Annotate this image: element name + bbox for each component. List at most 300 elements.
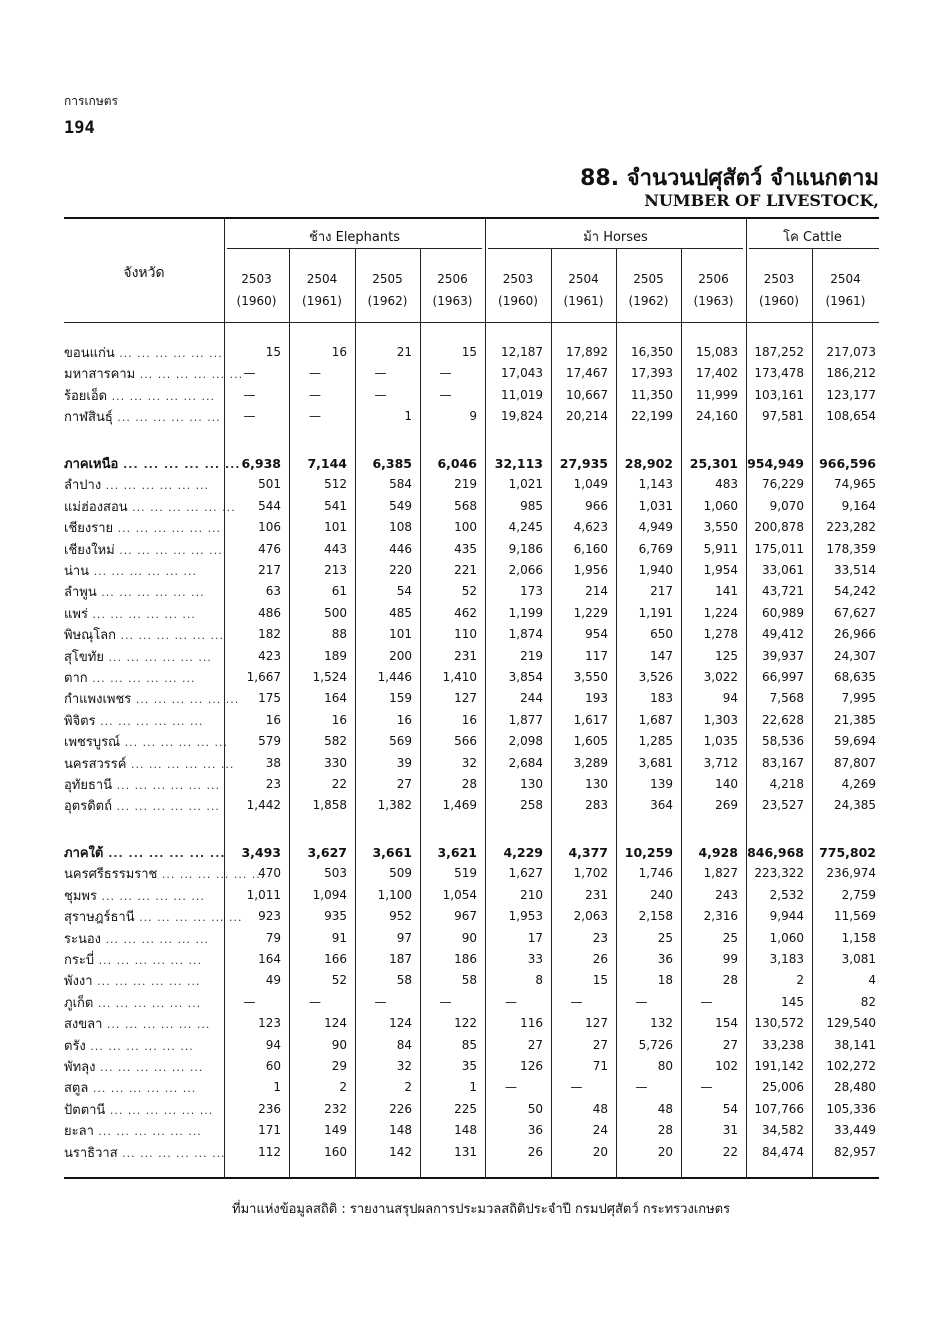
table-cell: 58: [396, 973, 412, 988]
leader-dots: ... ... ... ... ... ...: [131, 693, 240, 707]
table-cell: 1,442: [246, 798, 281, 813]
table-cell: 32,113: [494, 456, 543, 471]
table-cell: 88: [331, 627, 347, 642]
table-cell: 566: [454, 734, 477, 749]
leader-dots: ... ... ... ... ... ...: [126, 757, 235, 771]
table-cell: 1,617: [573, 712, 608, 727]
leader-dots: ... ... ... ... ... ...: [112, 800, 220, 814]
table-cell: 3,712: [703, 755, 738, 770]
table-cell: 24,385: [834, 798, 876, 813]
table-cell: 9: [469, 409, 477, 424]
table-cell: 38,141: [834, 1037, 876, 1052]
table-cell: 23: [592, 930, 608, 945]
table-cell: 10,259: [624, 845, 673, 860]
table-row: [64, 710, 879, 731]
province-name: [64, 1013, 224, 1034]
table-row: [64, 928, 879, 949]
province-label: กำแพงเพชร: [64, 692, 132, 708]
table-cell: 9,164: [841, 498, 876, 513]
table-cell: 2,098: [508, 734, 543, 749]
province-label: พิษณุโลก: [64, 628, 117, 644]
table-cell: 1,229: [573, 605, 608, 620]
province-name: [64, 539, 224, 560]
table-cell: 54: [396, 584, 412, 599]
table-cell: 1,021: [508, 477, 543, 492]
table-cell: 68,635: [834, 670, 876, 684]
table-cell: 210: [520, 887, 543, 902]
table-row: [64, 795, 879, 816]
table-cell: 54,242: [834, 584, 876, 599]
table-cell: 500: [324, 605, 347, 620]
table-title-thai: 88. จำนวนปศุสัตว์ จำแนกตาม: [580, 166, 879, 191]
table-row: [64, 731, 879, 752]
province-label: ขอนแก่น: [64, 346, 115, 361]
table-cell: 16,350: [631, 345, 673, 359]
table-cell: 63: [265, 584, 281, 599]
table-cell: 1,940: [638, 563, 673, 577]
table-cell: 223,282: [826, 520, 876, 535]
province-name: [64, 581, 224, 602]
table-cell: 232: [324, 1101, 347, 1116]
province-name: [64, 517, 224, 538]
table-cell: 1,877: [508, 712, 543, 727]
province-name: [64, 342, 224, 363]
table-row: [64, 603, 879, 624]
table-cell: 1,049: [573, 477, 608, 492]
province-name: [64, 863, 266, 884]
table-cell: 36: [527, 1123, 543, 1138]
table-cell: 483: [715, 477, 738, 492]
table-cell: 25: [657, 930, 673, 945]
table-cell: 171: [258, 1123, 281, 1138]
province-label: นราธิวาส: [64, 1145, 118, 1161]
table-cell: 485: [389, 605, 412, 620]
leader-dots: ... ... ... ... ... ...: [94, 954, 203, 967]
table-cell: 1,060: [703, 498, 738, 513]
group-header: ช้าง Elephants: [309, 230, 400, 245]
table-cell: 108,654: [826, 409, 876, 424]
province-label: ร้อยเอ็ด: [64, 388, 108, 404]
table-cell: 27: [396, 777, 412, 791]
table-cell: 1,224: [703, 605, 738, 620]
table-cell: 1,035: [703, 734, 738, 749]
table-cell: 27: [527, 1037, 543, 1052]
table-cell: 52: [331, 973, 347, 988]
year-ce: (1962): [367, 294, 408, 308]
table-cell: 35: [461, 1059, 477, 1073]
table-cell: 476: [258, 541, 281, 556]
table-cell: 11,350: [631, 387, 673, 402]
table-cell: 217: [258, 563, 281, 577]
year-ce: (1962): [628, 294, 669, 308]
table-row: [64, 906, 879, 927]
province-name: [64, 928, 224, 949]
table-row: [64, 842, 879, 863]
table-cell: 102,272: [826, 1059, 876, 1073]
table-cell: 1,011: [246, 887, 281, 902]
table-cell: 58: [461, 973, 477, 988]
province-label: ปัตตานี: [64, 1102, 106, 1118]
table-cell: 1,303: [703, 712, 738, 727]
table-cell: 220: [389, 563, 412, 577]
table-cell: 244: [520, 691, 543, 706]
group-underline: [749, 248, 879, 249]
table-cell: 1,094: [312, 887, 347, 902]
table-cell: 60,989: [762, 605, 804, 620]
table-cell: 7,995: [841, 691, 876, 706]
province-label: ภาคเหนือ: [64, 457, 119, 472]
year-ce: (1963): [432, 294, 473, 308]
table-cell: 541: [324, 498, 347, 513]
province-label: เพชรบูรณ์: [64, 735, 121, 751]
table-cell: —: [309, 387, 321, 402]
table-cell: 26: [592, 952, 608, 966]
table-cell: 50: [527, 1101, 543, 1116]
province-label: แม่ฮ่องสอน: [64, 499, 128, 515]
year-be: 2504: [830, 272, 861, 286]
province-name: [64, 949, 224, 970]
province-label: น่าน: [64, 564, 90, 579]
province-label: กระบี่: [64, 953, 95, 968]
table-cell: 4,949: [638, 520, 673, 535]
table-cell: 82: [860, 994, 876, 1009]
table-cell: 582: [324, 734, 347, 749]
table-cell: 17,467: [566, 366, 608, 381]
table-row: [64, 863, 879, 884]
table-cell: 106: [258, 520, 281, 535]
table-cell: —: [439, 994, 452, 1009]
table-cell: 116: [520, 1016, 543, 1031]
table-cell: 54: [722, 1101, 738, 1116]
table-cell: 1,382: [377, 798, 412, 813]
table-cell: 236: [258, 1101, 281, 1116]
table-cell: 102: [715, 1059, 738, 1073]
table-cell: 82,957: [834, 1144, 876, 1159]
table-cell: 3,681: [638, 755, 673, 770]
table-row: [64, 1142, 879, 1163]
table-cell: 213: [324, 563, 347, 577]
province-name: [64, 560, 224, 581]
province-label: กาฬสินธุ์: [64, 410, 113, 426]
table-cell: 186: [454, 952, 477, 966]
table-row: [64, 496, 879, 517]
leader-dots: ... ... ... ... ... ...: [120, 736, 229, 750]
table-cell: 8: [535, 973, 543, 988]
table-cell: 17,402: [696, 366, 738, 381]
section-header: การเกษตร: [64, 94, 118, 108]
year-ce: (1961): [563, 294, 604, 308]
year-header: [551, 268, 616, 312]
table-cell: 650: [650, 627, 673, 642]
table-cell: 236,974: [826, 866, 876, 881]
province-label: เชียงใหม่: [64, 542, 115, 558]
table-cell: 124: [324, 1016, 347, 1031]
table-cell: 954,949: [747, 456, 804, 471]
table-cell: 1,874: [508, 627, 543, 642]
table-cell: 2,532: [769, 887, 804, 902]
province-label: นครสวรรค์: [64, 756, 127, 772]
province-name: [64, 842, 224, 863]
table-row: [64, 688, 879, 709]
table-cell: —: [439, 387, 452, 402]
table-cell: 129,540: [826, 1016, 876, 1031]
year-be: 2503: [502, 272, 534, 286]
table-cell: 16: [331, 345, 347, 359]
table-cell: 123: [258, 1016, 281, 1031]
table-cell: 12,187: [501, 345, 543, 359]
table-cell: 141: [715, 584, 738, 599]
table-cell: —: [309, 366, 321, 381]
table-cell: 1,278: [703, 627, 738, 642]
table-cell: 443: [324, 541, 347, 556]
table-cell: 186,212: [826, 366, 876, 381]
leader-dots: ... ... ... ... ... ...: [114, 347, 223, 360]
table-cell: —: [243, 387, 256, 402]
table-cell: 5,911: [703, 541, 738, 556]
year-header: [420, 268, 485, 312]
province-name: [64, 992, 224, 1013]
table-cell: 1: [273, 1080, 281, 1095]
table-cell: —: [635, 994, 648, 1009]
table-cell: 182: [258, 627, 281, 642]
table-cell: 269: [715, 798, 738, 813]
table-cell: 145: [781, 994, 804, 1009]
leader-dots: ... ... ... ... ... ...: [116, 629, 224, 643]
table-cell: 1,446: [377, 670, 412, 684]
table-cell: 97: [396, 930, 412, 945]
table-cell: —: [700, 994, 713, 1009]
province-label: ตาก: [64, 671, 88, 686]
table-row: [64, 385, 879, 406]
province-label: เชียงราย: [64, 521, 114, 537]
year-be: 2505: [372, 272, 403, 286]
table-cell: 3,661: [372, 845, 412, 860]
table-cell: 187,252: [754, 345, 804, 359]
province-name: [64, 406, 224, 427]
table-cell: 470: [258, 866, 281, 881]
table-cell: 462: [454, 605, 477, 620]
table-cell: 159: [389, 691, 412, 706]
table-cell: 58,536: [762, 734, 804, 749]
table-cell: 38: [265, 755, 281, 770]
year-be: 2504: [568, 272, 599, 286]
leader-dots: ... ... ... ... ... ...: [101, 479, 210, 493]
table-cell: 76,229: [762, 477, 804, 492]
leader-dots: ... ... ... ... ... ...: [102, 1018, 211, 1032]
table-cell: 1,954: [703, 563, 738, 577]
table-cell: 243: [715, 887, 738, 902]
table-cell: 11,019: [501, 387, 543, 402]
table-cell: —: [505, 1080, 517, 1095]
table-cell: 36: [657, 952, 673, 966]
table-cell: 173: [520, 584, 543, 599]
province-label: พิจิตร: [64, 713, 96, 729]
table-cell: 2,066: [508, 563, 543, 577]
table-cell: 112: [258, 1144, 281, 1159]
province-name: [64, 474, 224, 495]
year-header: [485, 268, 551, 312]
table-cell: 17,393: [631, 366, 673, 381]
table-cell: 117: [585, 648, 608, 663]
province-label: นครศรีธรรมราช: [64, 867, 158, 883]
table-cell: 3,289: [573, 755, 608, 770]
table-cell: 9,944: [769, 909, 804, 924]
province-name: [64, 688, 240, 709]
table-cell: 49,412: [762, 627, 804, 642]
table-cell: 59,694: [834, 734, 876, 749]
table-row: [64, 406, 879, 427]
table-cell: 25,006: [762, 1080, 804, 1095]
table-cell: 1,687: [638, 712, 673, 727]
province-label: พัทลุง: [64, 1060, 96, 1075]
table-cell: 1: [404, 409, 412, 424]
table-cell: 25: [722, 930, 738, 945]
table-cell: 91: [331, 930, 347, 945]
year-be: 2506: [437, 272, 468, 286]
table-cell: 330: [324, 755, 347, 770]
table-cell: —: [374, 387, 387, 402]
table-row: [64, 1099, 879, 1120]
table-cell: 1,956: [573, 563, 608, 577]
table-cell: 148: [389, 1123, 412, 1138]
table-cell: 240: [650, 887, 673, 902]
province-name: [64, 795, 224, 816]
year-be: 2506: [698, 272, 729, 286]
leader-dots: ... ... ... ... ... ...: [96, 889, 205, 903]
table-cell: 15: [265, 345, 281, 359]
table-cell: 1,031: [638, 498, 673, 513]
province-name: [64, 1077, 224, 1098]
table-cell: 130: [520, 777, 543, 791]
province-name: [64, 1035, 224, 1056]
table-cell: 22: [331, 777, 347, 791]
table-cell: 19,824: [501, 409, 543, 424]
province-label: ภูเก็ต: [64, 995, 94, 1011]
table-cell: 846,968: [747, 845, 804, 860]
leader-dots: ... ... ... ... ... ...: [112, 411, 221, 425]
table-cell: 84,474: [762, 1144, 804, 1159]
leader-dots: ... ... ... ... ... ...: [118, 458, 241, 471]
table-cell: 94: [722, 691, 738, 706]
table-cell: 1,746: [638, 866, 673, 881]
province-label: สุราษฎร์ธานี: [64, 910, 135, 926]
table-cell: 20: [592, 1144, 608, 1159]
year-ce: (1961): [302, 294, 342, 308]
leader-dots: ... ... ... ... ... ...: [89, 565, 197, 578]
table-cell: 3,550: [703, 520, 738, 535]
year-be: 2503: [241, 272, 272, 286]
leader-dots: ... ... ... ... ... ...: [114, 543, 223, 557]
table-cell: 1,667: [246, 670, 281, 684]
table-cell: 28: [461, 777, 477, 791]
province-label: แพร่: [64, 606, 88, 622]
table-cell: 127: [454, 691, 477, 706]
table-cell: 1,627: [508, 866, 543, 881]
table-cell: 226: [389, 1101, 412, 1116]
province-column-header: จังหวัด: [123, 265, 165, 281]
year-header: [812, 268, 879, 312]
province-name: [64, 1056, 224, 1077]
leader-dots: ... ... ... ... ... ...: [85, 1039, 194, 1053]
table-cell: 39: [396, 755, 412, 770]
table-cell: 231: [454, 648, 477, 663]
province-name: [64, 710, 224, 731]
table-cell: 4,218: [769, 777, 804, 791]
table-cell: 97,581: [762, 409, 804, 424]
leader-dots: ... ... ... ... ... ...: [87, 607, 196, 621]
table-row: [64, 517, 879, 538]
table-row: [64, 581, 879, 602]
leader-dots: ... ... ... ... ... ...: [105, 1103, 214, 1117]
province-label: อุทัยธานี: [64, 778, 113, 793]
table-row: [64, 363, 879, 384]
province-label: สุโขทัย: [64, 649, 104, 665]
province-label: ลำพูน: [64, 585, 97, 601]
table-cell: 1,054: [442, 887, 477, 902]
table-cell: 28,480: [834, 1080, 876, 1095]
table-cell: 90: [331, 1037, 347, 1052]
table-cell: 1,827: [703, 866, 738, 881]
table-cell: 200,878: [754, 520, 804, 535]
table-cell: 123,177: [826, 387, 876, 402]
table-cell: 9,186: [508, 541, 543, 556]
table-cell: 28: [657, 1123, 673, 1138]
bottom-rule: [64, 1177, 879, 1179]
table-cell: 219: [520, 648, 543, 663]
table-cell: —: [374, 994, 387, 1009]
table-cell: 503: [324, 866, 347, 881]
year-ce: (1963): [693, 294, 734, 308]
table-row: [64, 992, 879, 1013]
table-cell: 3,081: [841, 952, 876, 966]
table-cell: 28: [722, 973, 738, 988]
year-header: [746, 268, 812, 312]
table-cell: 1,199: [508, 605, 543, 620]
province-name: [64, 731, 229, 752]
table-cell: 1,953: [508, 909, 543, 924]
table-cell: 967: [454, 909, 477, 924]
table-cell: 175: [258, 691, 281, 706]
table-cell: 166: [324, 952, 347, 966]
table-cell: 17,892: [566, 345, 608, 359]
province-name: [64, 363, 244, 384]
leader-dots: ... ... ... ... ... ...: [112, 779, 221, 792]
table-cell: 3,854: [508, 670, 543, 684]
province-name: [64, 774, 224, 795]
table-cell: 126: [520, 1059, 543, 1073]
leader-dots: ... ... ... ... ... ...: [103, 847, 226, 860]
table-cell: 223,322: [754, 866, 804, 881]
table-cell: 3,526: [638, 670, 673, 684]
table-cell: 6,938: [241, 456, 281, 471]
table-cell: 2: [796, 973, 804, 988]
table-cell: 7,144: [307, 456, 347, 471]
table-row: [64, 1120, 879, 1141]
table-cell: 6,160: [573, 541, 608, 556]
table-cell: 22,199: [631, 409, 673, 424]
table-cell: 3,183: [769, 952, 804, 966]
table-cell: 71: [592, 1059, 608, 1073]
table-cell: 100: [454, 520, 477, 535]
table-cell: 364: [650, 798, 673, 813]
table-row: [64, 453, 879, 474]
year-ce: (1960): [498, 294, 538, 308]
province-name: [64, 753, 235, 774]
table-cell: 512: [324, 477, 347, 492]
table-cell: 183: [650, 691, 673, 706]
table-cell: 2,063: [573, 909, 608, 924]
table-cell: 22: [722, 1144, 738, 1159]
